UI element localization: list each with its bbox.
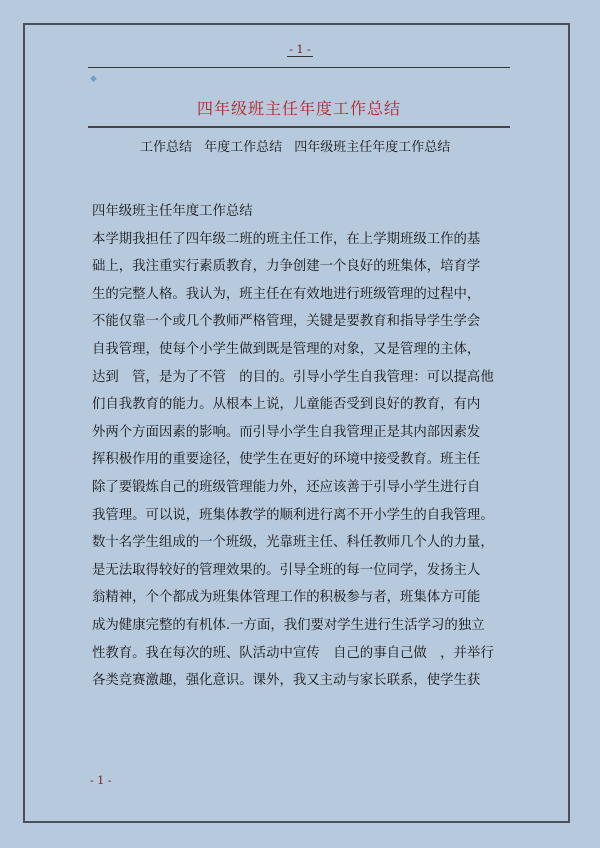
body-line: 翁精神，个个都成为班集体管理工作的积极参与者，班集体方可能: [92, 590, 481, 606]
body-line: 数十名学生组成的一个班级，光靠班主任、科任教师几个人的力量，: [92, 535, 494, 551]
bookmark-marker-icon: ◆: [90, 74, 97, 84]
body-line: 除了要锻炼自己的班级管理能力外，还应该善于引导小学生进行自: [92, 479, 481, 495]
document-title: 四年级班主任年度工作总结: [196, 99, 401, 118]
header-page-number: [0, 43, 600, 56]
body-line: 我管理。可以说，班集体教学的顺利进行离不开小学生的自我管理。: [92, 507, 494, 523]
body-line: 们自我教育的能力。从根本上说，儿童能否受到良好的教育，有内: [92, 397, 481, 413]
footer-page-number: - 1 -: [90, 774, 112, 787]
body-line: 础上，我注重实行素质教育，力争创建一个良好的班集体，培育学: [92, 259, 481, 275]
document-keywords: 工作总结 年度工作总结 四年级班主任年度工作总结: [140, 140, 451, 155]
body-line: 自我管理，使每个小学生做到既是管理的对象，又是管理的主体，: [92, 341, 481, 357]
body-line: 四年级班主任年度工作总结: [92, 204, 253, 219]
header-rule: [88, 67, 510, 68]
body-line: 性教育。我在每次的班、队活动中宣传 自己的事自己做 ，并举行: [92, 645, 494, 661]
body-line: 本学期我担任了四年级二班的班主任工作，在上学期班级工作的基: [92, 231, 481, 247]
body-line: 不能仅靠一个或几个教师严格管理，关键是要教育和指导学生学会: [92, 314, 481, 330]
body-line: 挥积极作用的重要途径，使学生在更好的环境中接受教育。班主任: [92, 452, 481, 468]
body-line: 是无法取得较好的管理效果的。引导全班的每一位同学，发扬主人: [92, 562, 481, 578]
document-body: [92, 198, 516, 695]
title-rule: [88, 126, 510, 128]
body-line: 各类竞赛激趣，强化意识。课外，我又主动与家长联系，使学生获: [92, 673, 481, 689]
body-line: 生的完整人格。我认为，班主任在有效地进行班级管理的过程中，: [92, 286, 481, 302]
body-line: 成为健康完整的有机体.一方面，我们要对学生进行生活学习的独立: [92, 617, 485, 633]
body-line: 外两个方面因素的影响。而引导小学生自我管理正是其内部因素发: [92, 424, 481, 440]
header-page-number-text: - 1 -: [289, 43, 311, 56]
body-line: 达到 管，是为了不管 的目的。引导小学生自我管理：可以提高他: [92, 369, 494, 385]
